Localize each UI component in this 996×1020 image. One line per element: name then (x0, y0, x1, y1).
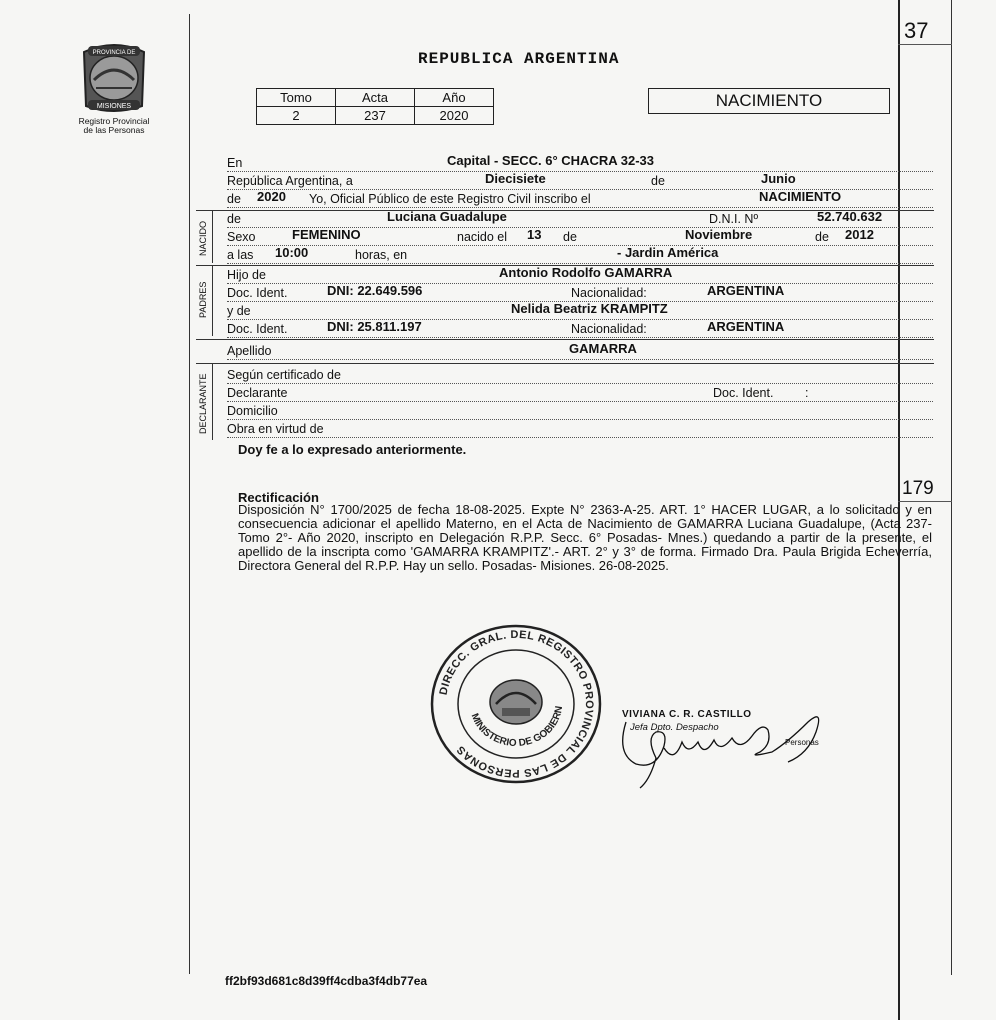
form-row-father-doc (227, 285, 933, 302)
month-value: Junio (761, 171, 796, 186)
birth-place-value: - Jardin América (617, 245, 719, 260)
padres-bracket (212, 266, 213, 336)
emblem-text-top: PROVINCIA DE (92, 50, 136, 56)
year-value: 2020 (257, 189, 286, 204)
doy-fe-text: Doy fe a lo expresado anteriormente. (238, 442, 467, 457)
declarante-label: Declarante (227, 386, 288, 400)
declarante-bracket (212, 364, 213, 440)
father-nationality-label: Nacionalidad: (571, 286, 647, 300)
de-label: de (651, 174, 665, 188)
registry-table (256, 88, 494, 125)
birth-time-value: 10:00 (275, 245, 309, 260)
nacido-side-label: NACIDO (198, 220, 208, 256)
apellido-label: Apellido (227, 344, 272, 358)
page-number-underline (898, 44, 952, 45)
form-row-mother (227, 303, 933, 320)
official-stamp (428, 622, 604, 791)
dni-value: 52.740.632 (817, 209, 883, 224)
left-margin-line (189, 14, 190, 974)
sexo-label: Sexo (227, 230, 256, 244)
mother-nationality-label: Nacionalidad: (571, 322, 647, 336)
form-row-certificado (227, 367, 933, 384)
de3-label: de (227, 212, 241, 226)
page-number: 37 (904, 18, 929, 43)
stamp-ring-text: DIRECC. GRAL. DEL REGISTRO PROVINCIAL DE LAS PERSONAS (437, 628, 596, 780)
certificado-label: Según certificado de (227, 368, 341, 382)
mother-doc-value: DNI: 25.811.197 (327, 319, 422, 334)
tomo-value: 2 (257, 107, 336, 125)
document-hash: ff2bf93d681c8d39ff4cdba3f4db77ea (225, 974, 428, 988)
oficial-label: Yo, Oficial Público de este Registro Civil inscribo el (309, 192, 591, 206)
nacido-bracket (212, 211, 213, 263)
birth-month-value: Noviembre (685, 227, 753, 242)
yde-label: y de (227, 304, 251, 318)
alas-label: a las (227, 248, 254, 262)
de4-label: de (563, 230, 577, 244)
rectificacion-title: Rectificación (238, 490, 319, 505)
declarante-doc-label: Doc. Ident. (713, 386, 774, 400)
declarante-doc-value: : (805, 386, 809, 400)
tomo-header: Tomo (257, 89, 336, 107)
de5-label: de (815, 230, 829, 244)
de2-label: de (227, 192, 241, 206)
form-row-mother-doc (227, 321, 933, 338)
declarante-separator (196, 363, 934, 364)
acta-value: 237 (336, 107, 415, 125)
page-title: REPUBLICA ARGENTINA (418, 50, 620, 68)
republica-label: República Argentina, a (227, 174, 353, 188)
domicilio-label: Domicilio (227, 404, 278, 418)
apellido-separator (196, 339, 934, 340)
mother-doc-label: Doc. Ident. (227, 322, 288, 336)
logo-caption-line2: de las Personas (83, 125, 145, 135)
stamp-inner-text: MINISTERIO DE GOBIERN (468, 705, 566, 750)
father-doc-label: Doc. Ident. (227, 286, 288, 300)
signer-subtitle: Personas (785, 738, 819, 747)
margin-number: 179 (902, 478, 934, 499)
birth-day-value: 13 (527, 227, 542, 242)
father-name-value: Antonio Rodolfo GAMARRA (499, 265, 673, 280)
place-value: Capital - SECC. 6° CHACRA 32-33 (447, 153, 654, 168)
day-value: Diecisiete (485, 171, 546, 186)
obra-label: Obra en virtud de (227, 422, 324, 436)
province-logo (72, 40, 156, 121)
form-row-domicilio (227, 403, 933, 420)
form-row-apellido (227, 343, 933, 360)
padres-side-label: PADRES (198, 281, 208, 318)
mother-nationality-value: ARGENTINA (707, 319, 785, 334)
anio-header: Año (415, 89, 494, 107)
form-row-obra (227, 421, 933, 438)
logo-caption (52, 117, 176, 135)
mother-name-value: Nelida Beatriz KRAMPITZ (511, 301, 668, 316)
father-nationality-value: ARGENTINA (707, 283, 785, 298)
form-row-hora (227, 247, 933, 264)
form-row-en (227, 155, 933, 172)
emblem-text-bottom: MISIONES (96, 103, 132, 110)
surname-value: GAMARRA (569, 341, 637, 356)
act-type-box: NACIMIENTO (648, 88, 890, 114)
event-value: NACIMIENTO (759, 189, 842, 204)
signer-title: Jefa Dpto. Despacho (630, 722, 719, 733)
name-value: Luciana Guadalupe (387, 209, 507, 224)
anio-value: 2020 (415, 107, 494, 125)
rectificacion-body: Disposición N° 1700/2025 de fecha 18-08-2025. Expte N° 2363-A-25. ART. 1° HACER LUGAR, a lo solicitado y en consecuencia adicionar el apellido Materno, en el Acta de Nacimiento de GAMARRA Luciana Guadalupe, (Acta 237- Tomo 2°- Año 2020, inscripto en Delegación R.P.P. Secc. 6° Posadas- Mnes.) quedando a partir de la presente, el apellido de la inscripta como 'GAMARRA KRAMPITZ'.- ART. 2° y 3° de forma. Firmado Dra. Paula Brigida Echeverría, Directora General del R.P.P. Hay un sello. Posadas- Misiones. 26-08-2025. (238, 502, 932, 573)
form-row-republica (227, 173, 933, 190)
acta-header: Acta (336, 89, 415, 107)
birth-year-value: 2012 (845, 227, 874, 242)
form-row-name (227, 211, 933, 228)
form-row-oficial (227, 191, 933, 208)
sex-value: FEMENINO (292, 227, 361, 242)
declarante-side-label: DECLARANTE (198, 373, 208, 434)
form-row-father (227, 267, 933, 284)
en-label: En (227, 156, 243, 170)
dni-label: D.N.I. Nº (709, 212, 759, 226)
hijo-label: Hijo de (227, 268, 266, 282)
far-right-line (951, 0, 952, 975)
nacido-label: nacido el (457, 230, 508, 244)
form-row-sexo (227, 229, 933, 246)
form-row-declarante (227, 385, 933, 402)
father-doc-value: DNI: 22.649.596 (327, 283, 423, 298)
signer-name: VIVIANA C. R. CASTILLO (622, 709, 752, 720)
horas-label: horas, en (355, 248, 408, 262)
logo-caption-line1: Registro Provincial (78, 116, 150, 126)
